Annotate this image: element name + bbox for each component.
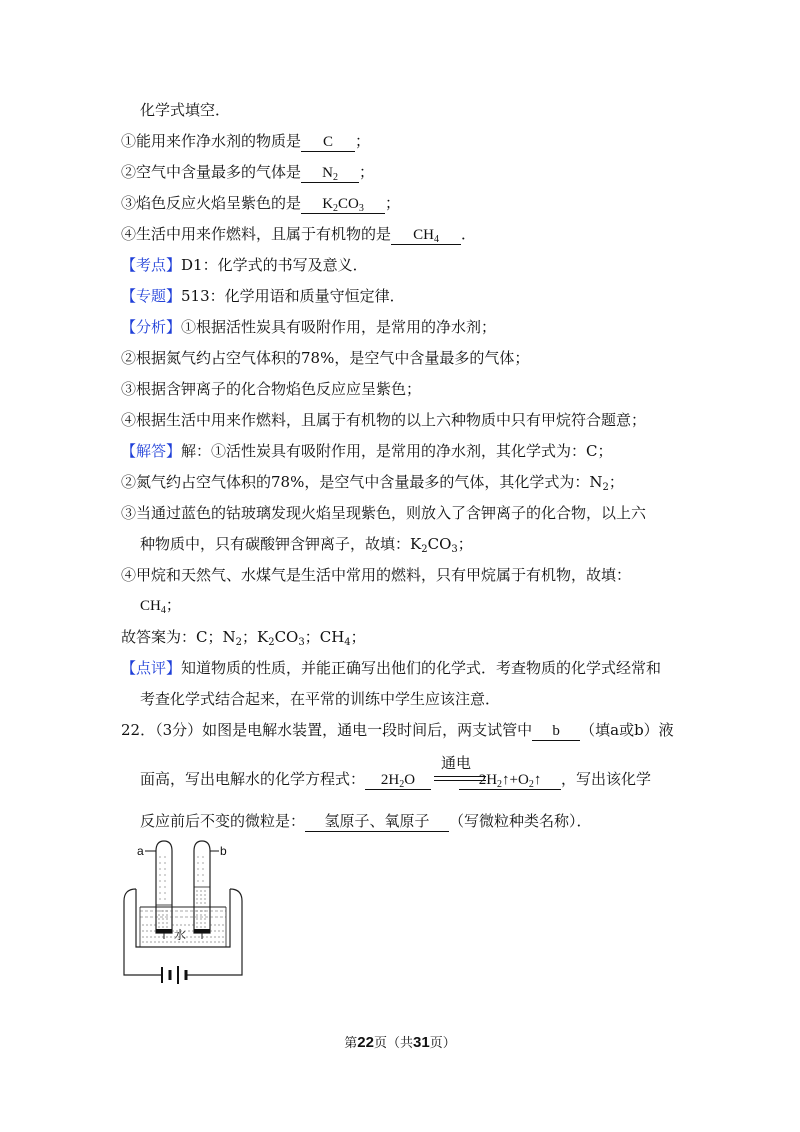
- question-22-line-1: 22．（3分）如图是电解水装置，通电一段时间后，两支试管中 b （填a或b）液: [121, 721, 674, 739]
- jieda-line-4: 种物质中，只有碳酸钾含钾离子，故填：$K_2CO_3$；: [140, 535, 473, 555]
- kaodian-tag: 【考点】: [121, 256, 182, 274]
- intro-line: 化学式填空．: [140, 101, 231, 119]
- dianping-tag: 【点评】: [121, 659, 182, 677]
- jieda-line-2: ②氮气约占空气体积的78%，是空气中含量最多的气体，其化学式为：$N_2$；: [121, 473, 624, 493]
- label-b: b: [220, 844, 227, 858]
- dianping-line-2: 考查化学式结合起来，在平常的训练中学生应该注意．: [140, 690, 501, 708]
- dianping-line-1: 【点评】知道物质的性质，并能正确写出他们的化学式．考查物质的化学式经常和: [121, 659, 662, 677]
- equation-left: $2H_2O$: [365, 771, 431, 790]
- fenxi-line-3: ③根据含钾离子的化合物焰色反应应呈紫色；: [121, 380, 422, 398]
- item-4: ④生活中用来作燃料，且属于有机物的是 $CH_4$ ．: [121, 225, 477, 245]
- battery-icon: [162, 966, 188, 984]
- test-tube-b: [194, 841, 210, 933]
- answer-blank-3: $K_2CO_3$: [301, 195, 385, 214]
- question-22-line-3: 反应前后不变的微粒是： 氢原子、氧原子 （写微粒种类名称）．: [140, 812, 592, 830]
- jieda-line-6: $CH_4$；: [140, 598, 181, 616]
- electrolysis-apparatus-figure: [118, 835, 248, 985]
- answer-blank-2: $N_2$: [301, 164, 359, 183]
- test-tube-a: [156, 841, 172, 933]
- jieda-line-1: 【解答】解：①活性炭具有吸附作用，是常用的净水剂，其化学式为：C；: [121, 442, 613, 460]
- jieda-line-5: ④甲烷和天然气、水煤气是生活中常用的燃料，只有甲烷属于有机物，故填：: [121, 566, 632, 584]
- jieda-tag: 【解答】: [121, 442, 182, 460]
- item-1: ①能用来作净水剂的物质是 C ；: [121, 132, 371, 150]
- fenxi-tag: 【分析】: [121, 318, 182, 336]
- page-footer: 第22页（共31页）: [344, 1034, 456, 1051]
- answer-summary: 故答案为：C；$N_2$；$K_2CO_3$；$CH_4$；: [121, 628, 366, 648]
- jieda-line-3: ③当通过蓝色的钴玻璃发现火焰呈现紫色，则放入了含钾离子的化合物，以上六: [121, 504, 647, 522]
- fenxi-line-4: ④根据生活中用来作燃料，且属于有机物的以上六种物质中只有甲烷符合题意；: [121, 411, 647, 429]
- item-3: ③焰色反应火焰呈紫色的是 $K_2CO_3$ ；: [121, 194, 401, 214]
- answer-blank-1: C: [301, 133, 355, 152]
- equation-right: $2H_2↑+O_2↑$: [459, 771, 561, 790]
- zhuanti-line: 【专题】513：化学用语和质量守恒定律．: [121, 287, 405, 305]
- item-2: ②空气中含量最多的气体是 $N_2$ ；: [121, 163, 375, 183]
- label-a: a: [137, 844, 144, 858]
- fenxi-line-2: ②根据氮气约占空气体积的78%，是空气中含量最多的气体；: [121, 349, 530, 367]
- fenxi-line-1: 【分析】①根据活性炭具有吸附作用，是常用的净水剂；: [121, 318, 497, 336]
- zhuanti-tag: 【专题】: [121, 287, 182, 305]
- kaodian-line: 【考点】D1：化学式的书写及意义．: [121, 256, 368, 274]
- question-22-blank-1: b: [532, 722, 580, 741]
- label-water: 水: [174, 928, 187, 942]
- equation-condition: 通电: [441, 754, 472, 772]
- page-total: 31: [413, 1034, 430, 1051]
- answer-blank-4: $CH_4$: [391, 226, 461, 245]
- question-22-blank-3: 氢原子、氧原子: [305, 813, 449, 832]
- question-22-line-2: 面高，写出电解水的化学方程式： $2H_2O$ $2H_2↑+O_2↑$ ，写出该化学: [140, 770, 652, 790]
- equation-equals-sign: [434, 776, 486, 781]
- page-number: 22: [357, 1034, 374, 1051]
